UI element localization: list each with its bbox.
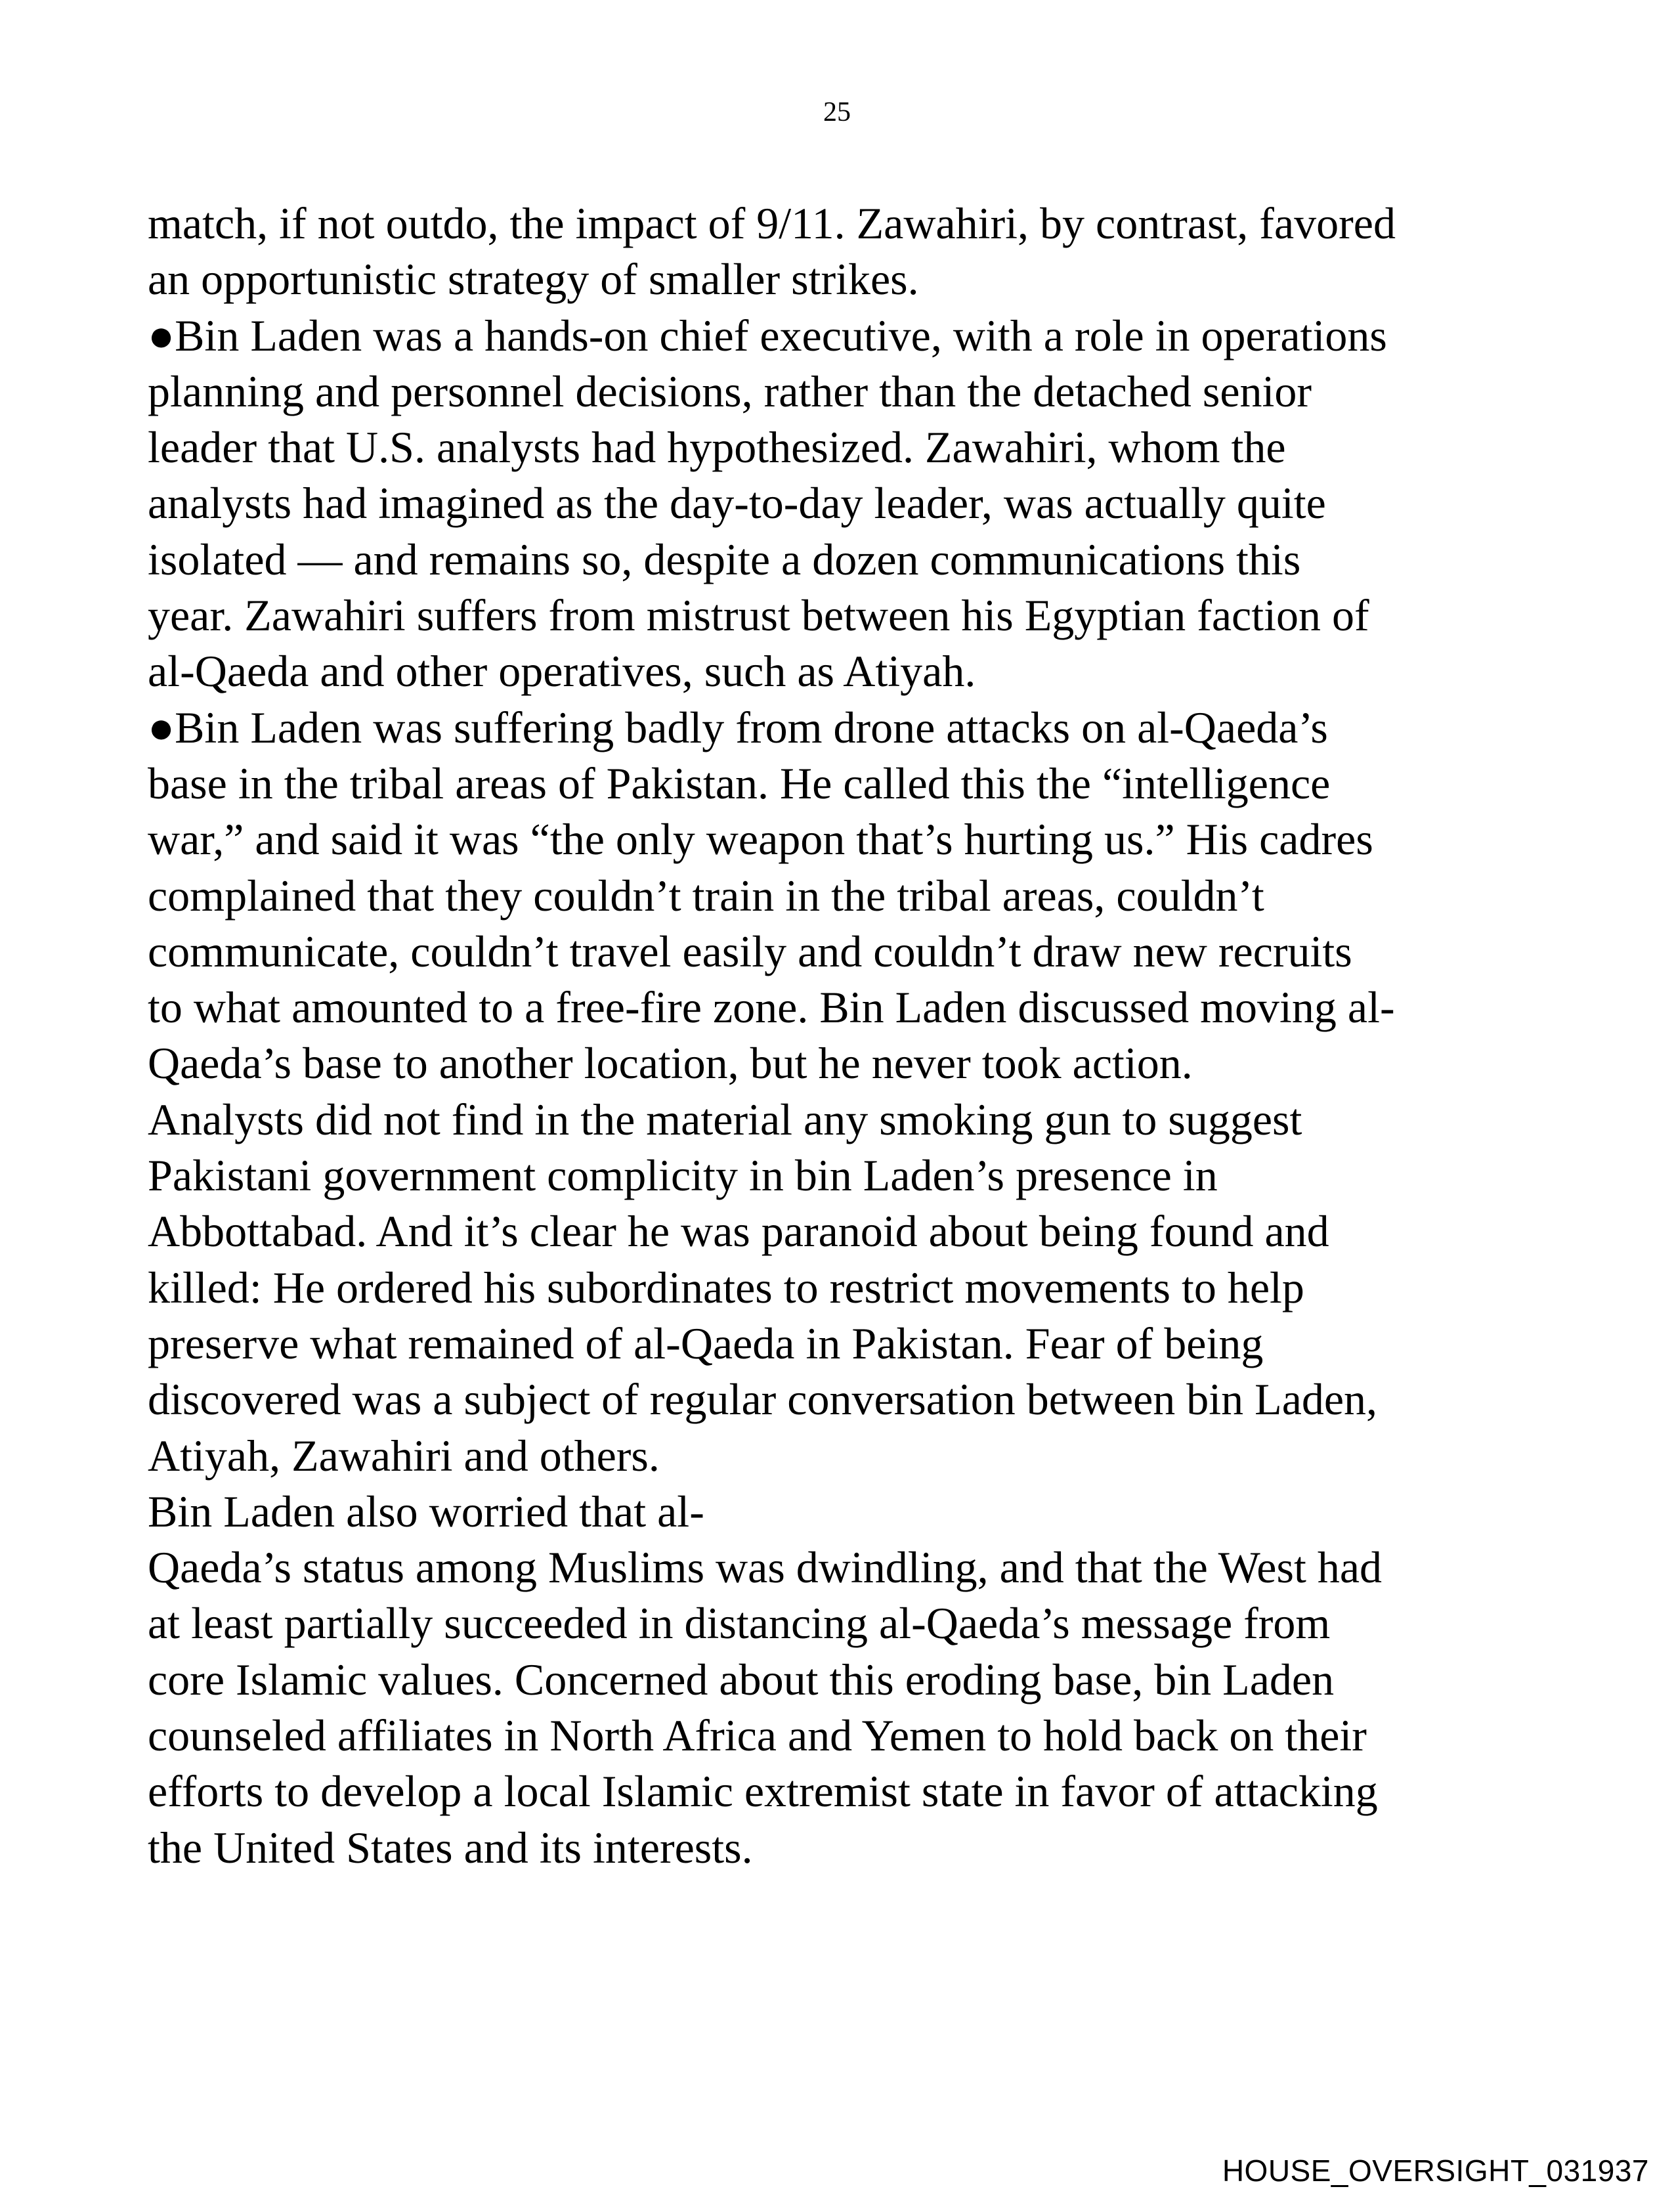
text-line: Abbottabad. And it’s clear he was paranoid about being found and [148,1206,1329,1257]
text-line: isolated — and remains so, despite a dozen communications this [148,534,1301,584]
text-line: discovered was a subject of regular conversation between bin Laden, [148,1374,1378,1425]
text-line: planning and personnel decisions, rather than the detached senior [148,366,1312,416]
text-line: ●Bin Laden was a hands-on chief executive, with a role in operations [148,310,1387,360]
text-line: Atiyah, Zawahiri and others. [148,1430,660,1481]
text-line: Qaeda’s base to another location, but he never took action. [148,1038,1193,1089]
body-text [148,196,1559,1876]
text-line: an opportunistic strategy of smaller strikes. [148,254,919,305]
text-line: war,” and said it was “the only weapon that’s hurting us.” His cadres [148,814,1373,865]
text-line: complained that they couldn’t train in the tribal areas, couldn’t [148,870,1264,921]
text-line: al-Qaeda and other operatives, such as Atiyah. [148,646,976,697]
text-line: the United States and its interests. [148,1822,753,1873]
text-line: match, if not outdo, the impact of 9/11. Zawahiri, by contrast, favored [148,198,1396,248]
text-line: to what amounted to a free-fire zone. Bin Laden discussed moving al- [148,982,1395,1033]
text-line: year. Zawahiri suffers from mistrust between his Egyptian faction of [148,590,1369,641]
text-line: core Islamic values. Concerned about this eroding base, bin Laden [148,1654,1335,1704]
text-line: killed: He ordered his subordinates to restrict movements to help [148,1262,1304,1312]
page-number: 25 [823,97,851,127]
text-line: counseled affiliates in North Africa and Yemen to hold back on their [148,1710,1367,1761]
bates-number: HOUSE_OVERSIGHT_031937 [1222,2154,1649,2188]
text-line: base in the tribal areas of Pakistan. He called this the “intelligence [148,758,1331,808]
text-line: analysts had imagined as the day-to-day leader, was actually quite [148,478,1326,529]
text-line: Qaeda’s status among Muslims was dwindling, and that the West had [148,1542,1383,1593]
text-line: Bin Laden also worried that al- [148,1486,704,1536]
text-line: efforts to develop a local Islamic extremist state in favor of attacking [148,1766,1378,1817]
text-line: Pakistani government complicity in bin Laden’s presence in [148,1150,1218,1201]
text-line: preserve what remained of al-Qaeda in Pakistan. Fear of being [148,1318,1264,1368]
text-line: Analysts did not find in the material any smoking gun to suggest [148,1094,1302,1144]
text-line: communicate, couldn’t travel easily and couldn’t draw new recruits [148,926,1352,976]
text-line: leader that U.S. analysts had hypothesized. Zawahiri, whom the [148,422,1286,473]
text-line: at least partially succeeded in distancing al-Qaeda’s message from [148,1598,1331,1649]
text-line: ●Bin Laden was suffering badly from drone attacks on al-Qaeda’s [148,702,1328,752]
